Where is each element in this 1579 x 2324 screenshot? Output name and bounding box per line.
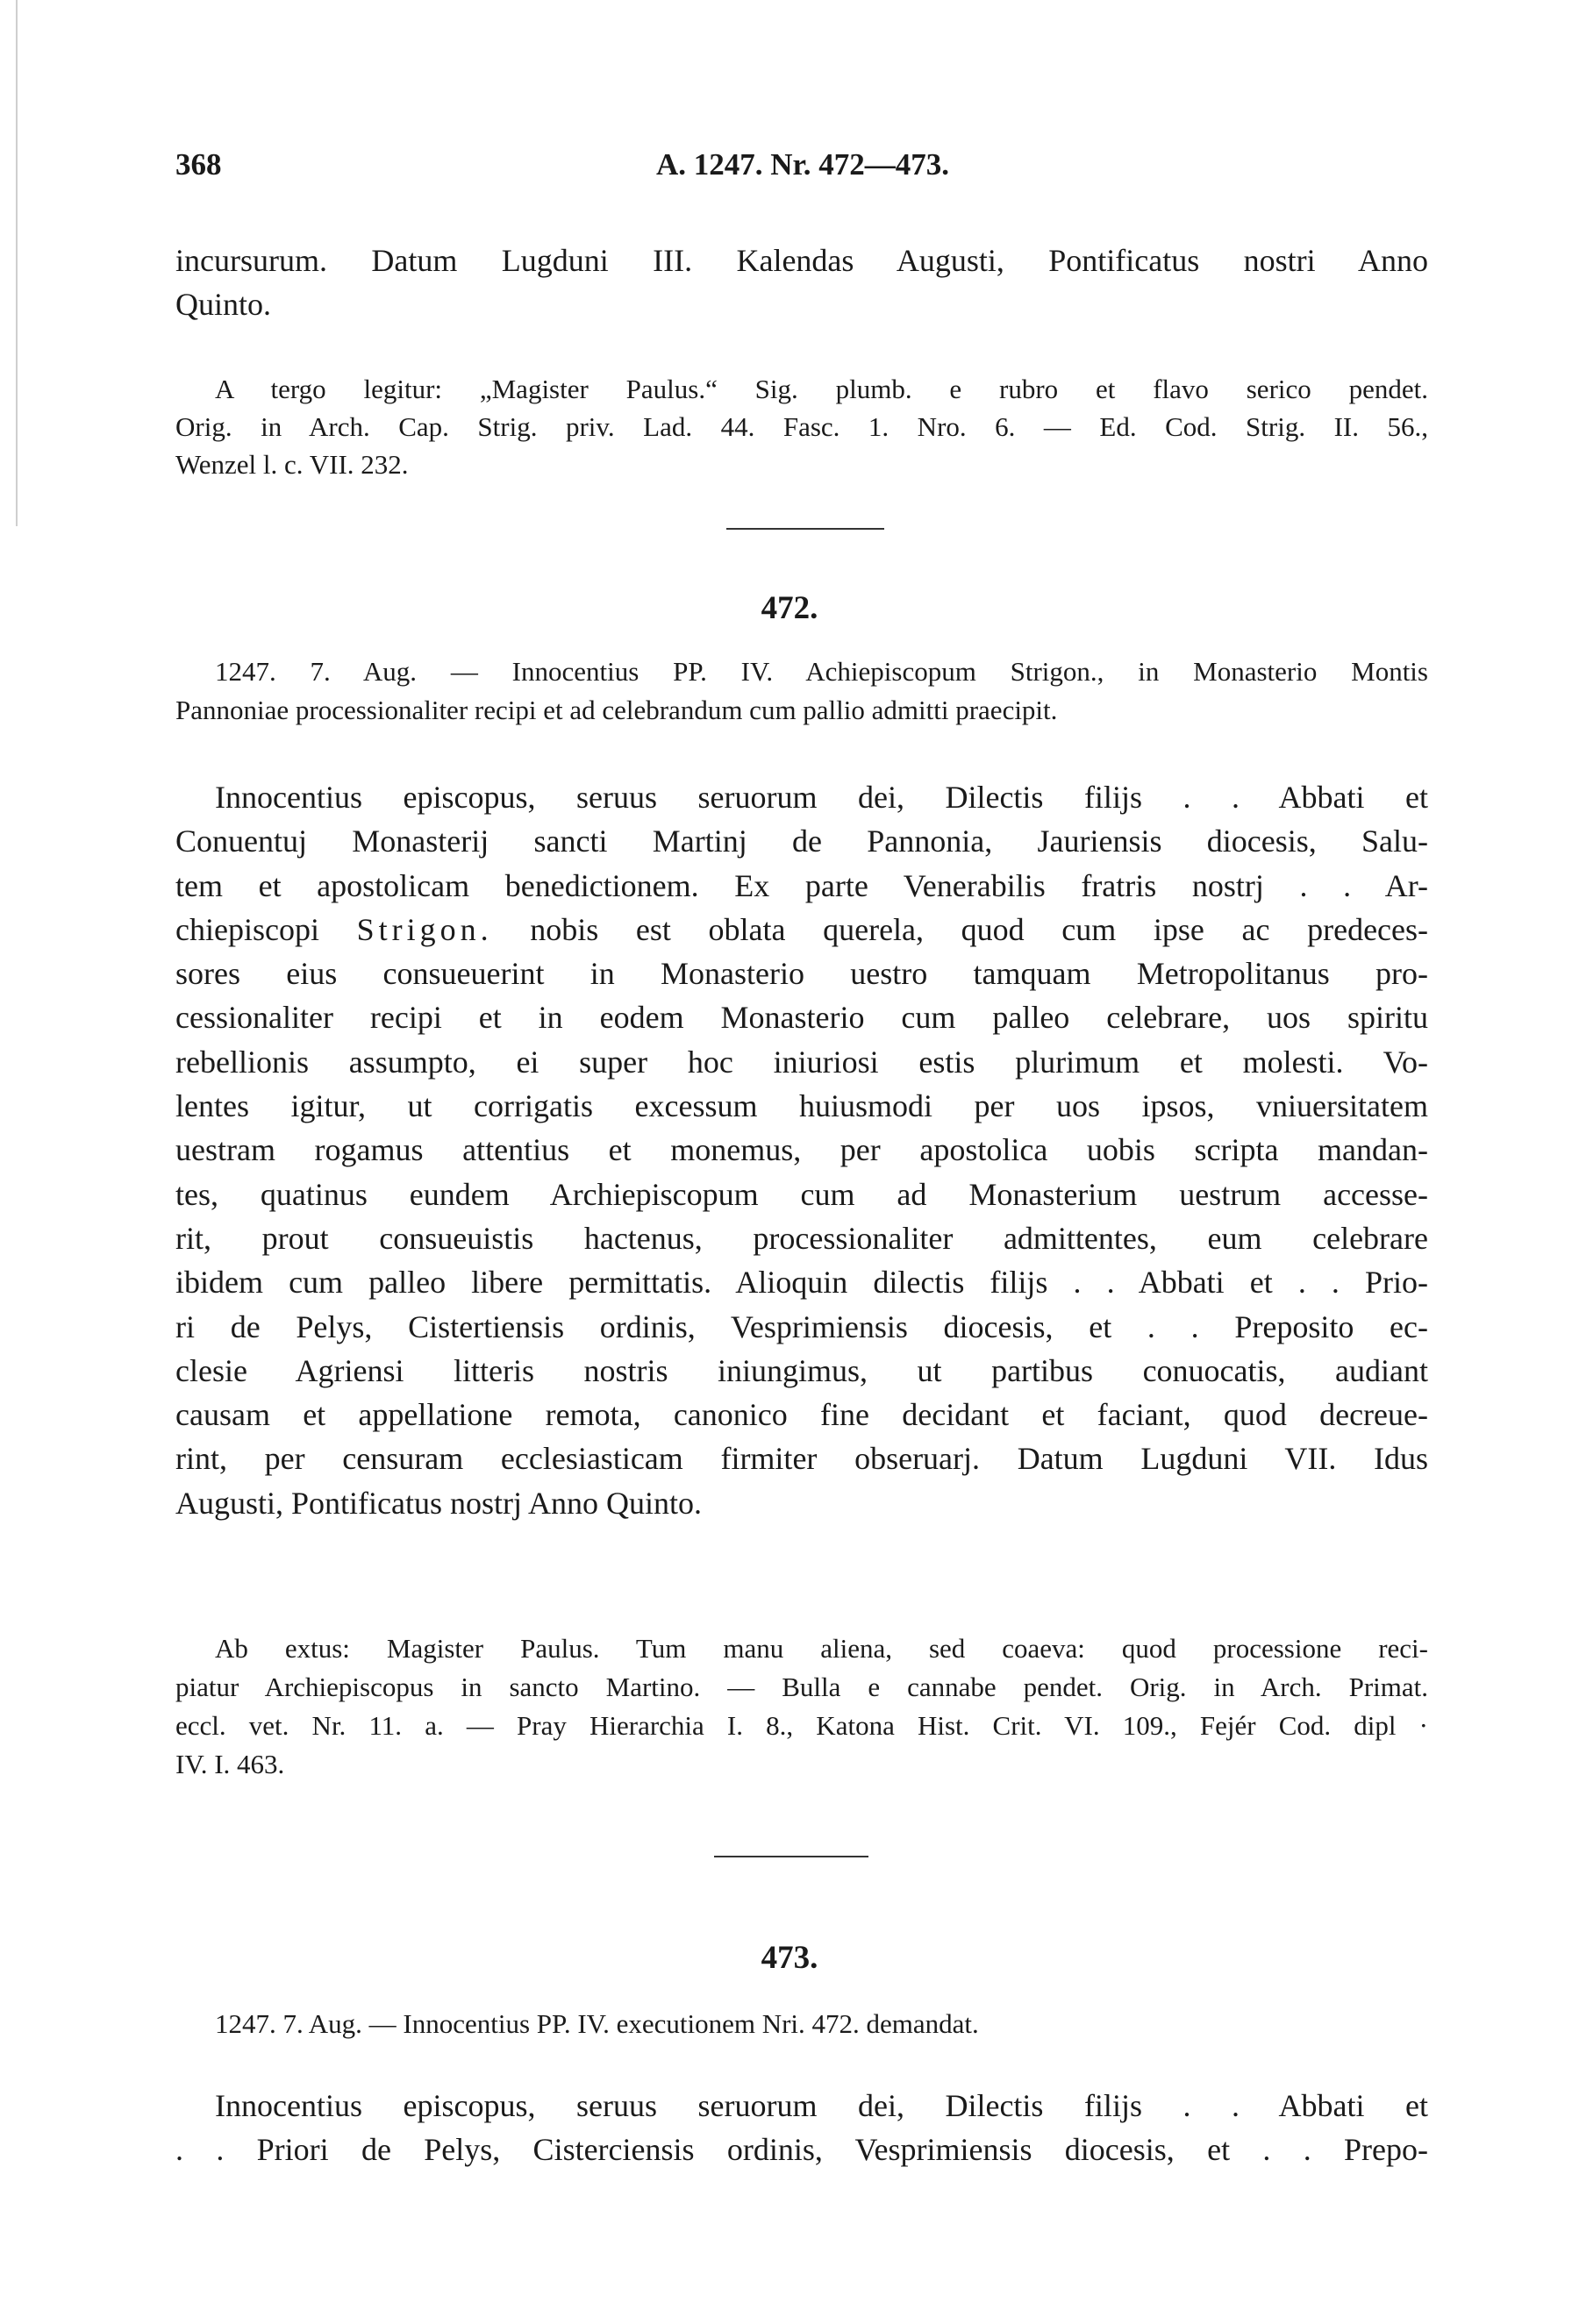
document-number-472: 472. bbox=[761, 590, 818, 626]
body-line-with-spaced-name: chiepiscopi Strigon. nobis est oblata querela, quod cum ipse ac predeces- bbox=[175, 911, 1429, 947]
body-line: tem et apostolicam benedictionem. Ex parte Venerabilis fratris nostrj . . Ar- bbox=[175, 867, 1428, 903]
page-header bbox=[175, 147, 1430, 200]
note-472 bbox=[175, 1629, 1428, 1784]
body-line: sores eius consueuerint in Monasterio uestro tamquam Metropolitanus pro- bbox=[175, 956, 1428, 992]
page-number: 368 bbox=[175, 147, 222, 182]
body-473 bbox=[175, 2084, 1428, 2171]
body-line: uestram rogamus attentius et monemus, per apostolica uobis scripta mandan- bbox=[175, 1132, 1428, 1168]
scan-edge-line bbox=[16, 0, 18, 526]
body-line: Innocentius episcopus, seruus seruorum dei, Dilectis filijs . . Abbati et bbox=[215, 2088, 1428, 2123]
body-line: cessionaliter recipi et in eodem Monasterio cum palleo celebrare, uos spiritu bbox=[175, 1000, 1428, 1036]
section-divider bbox=[714, 1856, 868, 1857]
regest-line: Pannoniae processionaliter recipi et ad celebrandum cum pallio admitti praecipit. bbox=[175, 695, 1058, 725]
body-line: causam et appellatione remota, canonico fine decidant et faciant, quod decreue- bbox=[175, 1397, 1428, 1433]
note-471 bbox=[175, 370, 1428, 483]
text-line: incursurum. Datum Lugduni III. Kalendas Augusti, Pontificatus nostri Anno bbox=[175, 243, 1428, 278]
regest-line: 1247. 7. Aug. — Innocentius PP. IV. executionem Nri. 472. demandat. bbox=[215, 2008, 979, 2039]
body-line: Conuentuj Monasterij sancti Martinj de Pannonia, Jauriensis diocesis, Salu- bbox=[175, 823, 1428, 859]
body-line: rit, prout consueuistis hactenus, processionaliter admittentes, eum celebrare bbox=[175, 1220, 1428, 1256]
note-line: Ab extus: Magister Paulus. Tum manu aliena, sed coaeva: quod processione reci- bbox=[215, 1633, 1428, 1664]
intro-continuation bbox=[175, 239, 1428, 326]
note-line: Orig. in Arch. Cap. Strig. priv. Lad. 44. Fasc. 1. Nro. 6. — Ed. Cod. Strig. II. 56., bbox=[175, 411, 1428, 442]
regest-473 bbox=[175, 2005, 1428, 2043]
spaced-name: Strigon. bbox=[356, 911, 493, 947]
note-line: IV. I. 463. bbox=[175, 1749, 285, 1779]
section-divider bbox=[726, 528, 884, 530]
body-line: Augusti, Pontificatus nostrj Anno Quinto. bbox=[175, 1485, 703, 1521]
body-line: tes, quatinus eundem Archiepiscopum cum ad Monasterium uestrum accesse- bbox=[175, 1176, 1428, 1212]
document-number-473: 473. bbox=[761, 1940, 818, 1976]
body-line: rebellionis assumpto, ei super hoc iniuriosi estis plurimum et molesti. Vo- bbox=[175, 1044, 1428, 1080]
note-line: A tergo legitur: „Magister Paulus.“ Sig. plumb. e rubro et flavo serico pendet. bbox=[215, 374, 1428, 404]
note-line: piatur Archiepiscopus in sancto Martino. — Bulla e cannabe pendet. Orig. in Arch. Primat. bbox=[175, 1672, 1428, 1702]
body-line: rint, per censuram ecclesiasticam firmiter obseruarj. Datum Lugduni VII. Idus bbox=[175, 1441, 1428, 1477]
regest-line: 1247. 7. Aug. — Innocentius PP. IV. Achiepiscopum Strigon., in Monasterio Montis bbox=[215, 656, 1428, 687]
body-line: Innocentius episcopus, seruus seruorum dei, Dilectis filijs . . Abbati et bbox=[215, 780, 1428, 815]
body-line: ibidem cum palleo libere permittatis. Alioquin dilectis filijs . . Abbati et . . Prio- bbox=[175, 1265, 1428, 1301]
body-line: lentes igitur, ut corrigatis excessum huiusmodi per uos ipsos, vniuersitatem bbox=[175, 1088, 1428, 1124]
body-line: . . Priori de Pelys, Cisterciensis ordinis, Vesprimiensis diocesis, et . . Prepo- bbox=[175, 2132, 1428, 2167]
text-line: Quinto. bbox=[175, 287, 272, 322]
body-line: clesie Agriensi litteris nostris iniungimus, ut partibus conuocatis, audiant bbox=[175, 1352, 1428, 1388]
note-line: eccl. vet. Nr. 11. a. — Pray Hierarchia I. 8., Katona Hist. Crit. VI. 109., Fejér Cod. dipl · bbox=[175, 1710, 1428, 1741]
regest-472 bbox=[175, 652, 1428, 730]
running-title: A. 1247. Nr. 472—473. bbox=[655, 147, 950, 182]
note-line: Wenzel l. c. VII. 232. bbox=[175, 449, 409, 480]
body-472 bbox=[175, 775, 1428, 1525]
body-line: ri de Pelys, Cistertiensis ordinis, Vesprimiensis diocesis, et . . Preposito ec- bbox=[175, 1308, 1428, 1344]
